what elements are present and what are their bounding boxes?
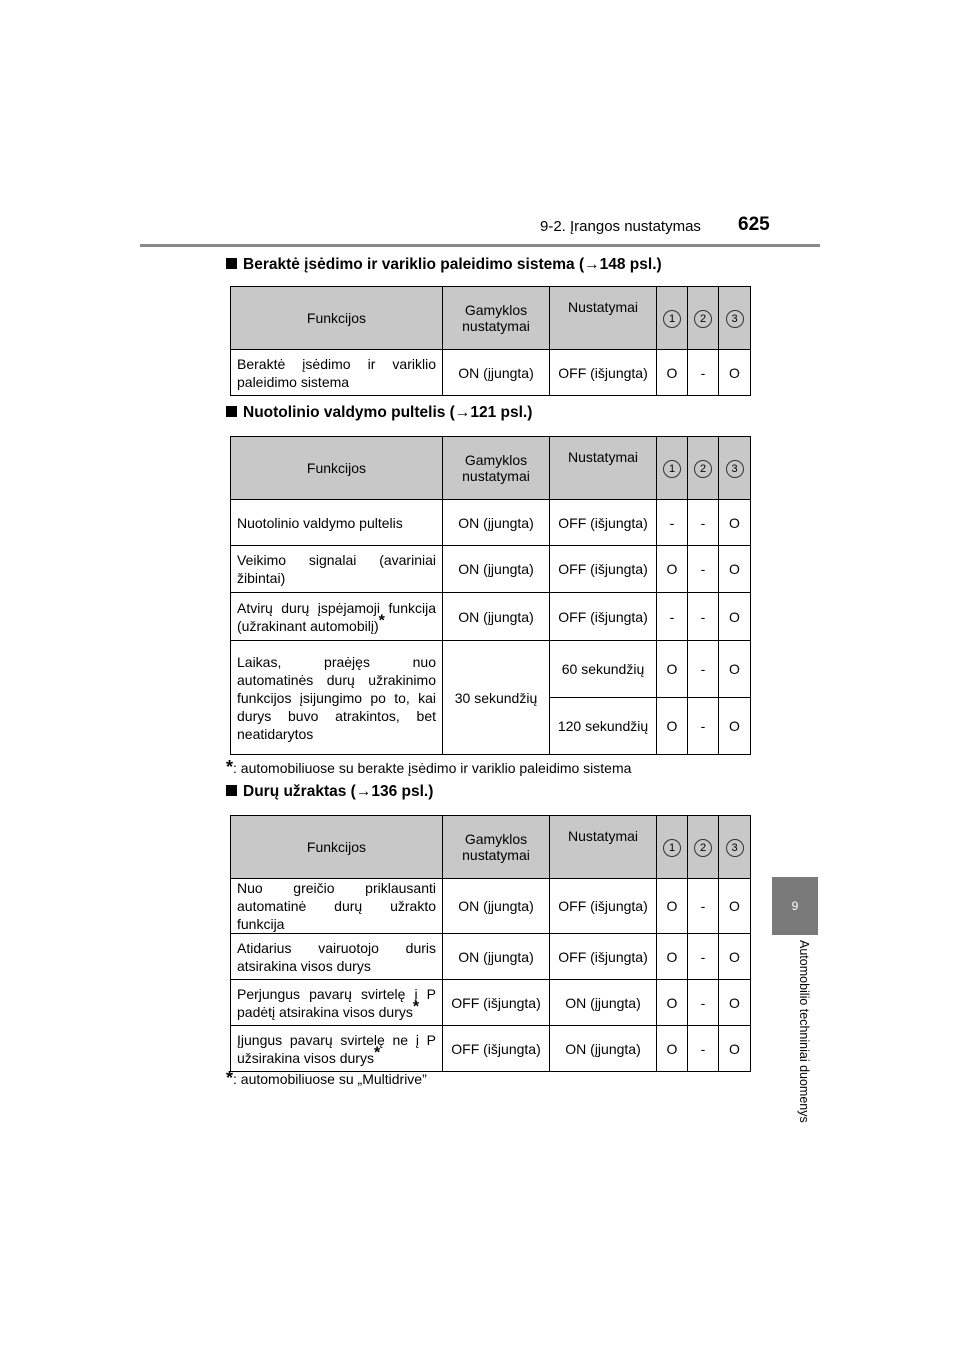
mark-cell: O [657,879,688,934]
setting-cell: ON (įjungta) [550,980,657,1026]
settings-table-remote [230,436,751,755]
function-text: Perjungus pavarų svirtelę į P padėtį atsirakina visos durys [237,985,436,1020]
square-bullet-icon [226,406,237,417]
col-header-settings: Nustatymai [550,287,657,350]
mark-cell: - [688,641,719,698]
col-header-functions: Funkcijos [231,816,443,879]
circle-1-icon: 1 [663,310,681,328]
page-number: 625 [738,214,770,235]
settings-table-keyless [230,286,751,396]
mark-cell: O [657,934,688,980]
table-row [231,879,751,934]
section-title: Nuotolinio valdymo pultelis (→121 psl.) [243,404,533,421]
circle-2-icon: 2 [694,460,712,478]
circle-2-icon: 2 [694,310,712,328]
footnote-multidrive [226,1068,427,1089]
footnote-mark: * [412,997,420,1015]
table-row [231,350,751,396]
footnote-mark: * [373,1043,381,1061]
factory-cell: ON (įjungta) [443,879,550,934]
mark-cell: O [719,500,751,546]
footnote-mark: * [226,757,234,777]
setting-cell: OFF (išjungta) [550,500,657,546]
chapter-label: Automobilio techniniai duomenys [797,940,811,1123]
factory-cell: ON (įjungta) [443,500,550,546]
function-cell: Atidarius vairuotojo duris atsirakina visos durys [231,934,443,980]
setting-cell: OFF (išjungta) [550,879,657,934]
factory-cell: ON (įjungta) [443,350,550,396]
mark-cell: O [719,698,751,755]
mark-cell: - [688,500,719,546]
mark-cell: - [688,350,719,396]
table-row [231,1026,751,1072]
mark-cell: O [719,350,751,396]
mark-cell: - [688,980,719,1026]
function-cell: Laikas, praėjęs nuo automatinės durų užrakinimo funkcijos įsijungimo po to, kai durys buvo atrakintos, bet neatidarytos [231,641,443,755]
mark-cell: O [657,1026,688,1072]
function-cell [231,980,443,1026]
mark-cell: O [719,879,751,934]
circle-3-icon: 3 [726,839,744,857]
mark-cell: - [688,934,719,980]
section-header-title: 9-2. Įrangos nustatymas [540,218,701,235]
col-header-settings: Nustatymai [550,437,657,500]
function-cell: Veikimo signalai (avariniai žibintai) [231,546,443,593]
col-header-settings: Nustatymai [550,816,657,879]
footnote-mark: * [226,1068,234,1088]
function-cell [231,1026,443,1072]
function-text: Atvirų durų įspėjamoji funkcija (užrakinant automobilį) [237,599,436,634]
table-row [231,500,751,546]
mark-cell: O [719,641,751,698]
factory-cell: OFF (išjungta) [443,980,550,1026]
mark-cell: O [719,934,751,980]
setting-cell: ON (įjungta) [550,1026,657,1072]
circle-3-icon: 3 [726,460,744,478]
circle-1-icon: 1 [663,839,681,857]
square-bullet-icon [226,258,237,269]
mark-cell: O [719,593,751,641]
table-row [231,546,751,593]
col-header-factory: Gamyklos nustatymai [443,287,550,350]
section-title: Durų užraktas (→136 psl.) [243,783,434,800]
function-cell: Nuo greičio priklausanti automatinė durų užrakto funkcija [231,879,443,934]
circle-2-icon: 2 [694,839,712,857]
function-cell [231,593,443,641]
mark-cell: - [657,593,688,641]
table-row [231,980,751,1026]
factory-cell: ON (įjungta) [443,546,550,593]
setting-cell: OFF (išjungta) [550,546,657,593]
mark-cell: - [688,698,719,755]
factory-cell: ON (įjungta) [443,593,550,641]
square-bullet-icon [226,785,237,796]
setting-cell: 60 sekundžių [550,641,657,698]
setting-cell: OFF (išjungta) [550,593,657,641]
footnote-keyless [226,757,631,778]
section-heading-door-lock [226,783,433,801]
factory-cell: OFF (išjungta) [443,1026,550,1072]
section-heading-keyless [226,256,662,274]
circle-1-icon: 1 [663,460,681,478]
mark-cell: O [719,980,751,1026]
setting-cell: 120 sekundžių [550,698,657,755]
mark-cell: O [719,1026,751,1072]
table-row [231,593,751,641]
mark-cell: O [657,980,688,1026]
col-header-factory: Gamyklos nustatymai [443,437,550,500]
mark-cell: - [688,593,719,641]
table-row [231,641,751,698]
col-header-factory: Gamyklos nustatymai [443,816,550,879]
mark-cell: O [657,641,688,698]
mark-cell: O [657,546,688,593]
settings-table-door-lock [230,815,751,1072]
section-heading-remote [226,404,532,422]
mark-cell: O [719,546,751,593]
col-header-functions: Funkcijos [231,287,443,350]
factory-cell: ON (įjungta) [443,934,550,980]
setting-cell: OFF (išjungta) [550,350,657,396]
factory-cell: 30 sekundžių [443,641,550,755]
section-title: Beraktė įsėdimo ir variklio paleidimo sistema (→148 psl.) [243,256,662,273]
footnote-text: : automobiliuose su „Multidrive” [233,1071,427,1087]
chapter-tab [772,877,818,935]
mark-cell: O [657,350,688,396]
mark-cell: - [688,1026,719,1072]
setting-cell: OFF (išjungta) [550,934,657,980]
function-text: Įjungus pavarų svirtelę ne į P užsirakina visos durys [237,1031,436,1066]
mark-cell: - [657,500,688,546]
chapter-number: 9 [791,899,799,913]
col-header-functions: Funkcijos [231,437,443,500]
footnote-mark: * [378,611,385,629]
mark-cell: O [657,698,688,755]
table-row [231,934,751,980]
header-rule [140,244,820,247]
mark-cell: - [688,879,719,934]
function-cell: Beraktė įsėdimo ir variklio paleidimo sistema [231,350,443,396]
function-cell: Nuotolinio valdymo pultelis [231,500,443,546]
footnote-text: : automobiliuose su berakte įsėdimo ir variklio paleidimo sistema [233,760,632,776]
circle-3-icon: 3 [726,310,744,328]
mark-cell: - [688,546,719,593]
